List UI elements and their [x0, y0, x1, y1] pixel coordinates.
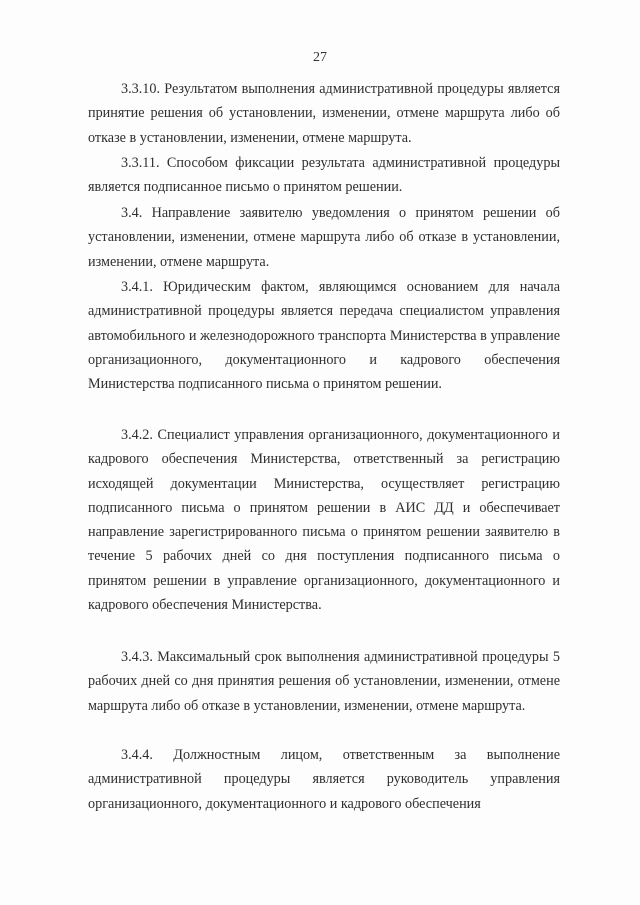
paragraph-3-4-4: 3.4.4. Должностным лицом, ответственным за выполнение административной процедуры является руководитель управления организационного, документационного и кадрового обеспечения	[88, 747, 560, 812]
page-number: 27	[313, 50, 327, 65]
paragraph-3-4: 3.4. Направление заявителю уведомления о принятом решении об установлении, изменении, отмене маршрута либо об отказе в установлении, изменении, отмене маршрута.	[88, 205, 560, 270]
paragraph-3-4-1: 3.4.1. Юридическим фактом, являющимся основанием для начала административной процедуры является передача специалистом управления автомобильного и железнодорожного транспорта Министерства в управление организационного, документационного и кадрового обеспечения Министерства подписанного письма о принятом решении.	[88, 279, 560, 393]
paragraph-3-4-2: 3.4.2. Специалист управления организационного, документационного и кадрового обеспечения Министерства, ответственный за регистрацию исходящей документации Министерства, осуществляет регистрацию подписанного письма о принятом решении в АИС ДД и обеспечивает направление зарегистрированного письма о принятом решении заявителю в течение 5 рабочих дней со дня поступления подписанного письма о принятом решении в управление организационного, документационного и кадрового обеспечения Министерства.	[88, 427, 560, 614]
paragraph-3-3-11: 3.3.11. Способом фиксации результата административной процедуры является подписанное письмо о принятом решении.	[88, 155, 560, 196]
paragraph-3-3-10: 3.3.10. Результатом выполнения административной процедуры является принятие решения об установлении, изменении, отмене маршрута либо об отказе в установлении, изменении, отмене маршрута.	[88, 81, 560, 146]
paragraph-3-4-3: 3.4.3. Максимальный срок выполнения административной процедуры 5 рабочих дней со дня принятия решения об установлении, изменении, отмене маршрута либо об отказе в установлении, изменении, отмене маршрута.	[88, 649, 560, 714]
